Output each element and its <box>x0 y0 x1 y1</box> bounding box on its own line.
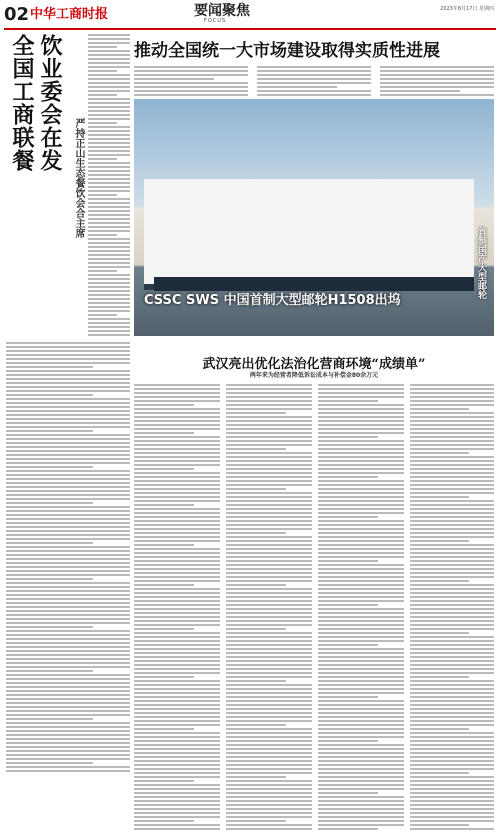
ship-hull <box>144 179 474 290</box>
newspaper-name: 中华工商时报 <box>30 7 109 22</box>
section-name: 要闻聚焦 <box>194 3 250 19</box>
cruise-ship-photo <box>134 99 494 336</box>
left-article-body-lower <box>6 342 130 774</box>
main-article-body-col1 <box>134 66 248 98</box>
main-article-body-col3 <box>380 66 494 98</box>
vertical-headline <box>6 34 62 339</box>
second-headline: 武汉亮出优化法治化营商环境“成绩单” <box>202 357 426 372</box>
date-line: 2023年8月17日 星期四 <box>440 6 494 12</box>
second-subheadline: 两年来为经营者降低诉讼成本与补偿金80余万元 <box>249 372 379 379</box>
vertical-subtitle: 严持正山生态餐饮会合主席 <box>73 118 84 238</box>
photo-caption: CSSC SWS 中国首制大型邮轮H1508出坞 <box>144 293 401 308</box>
masthead <box>4 4 496 26</box>
vertical-headline-col1: 全国工商联餐 <box>9 34 35 172</box>
main-article-body-col2 <box>257 66 371 98</box>
left-article-body-column <box>88 34 130 338</box>
second-article-body-col1 <box>134 384 220 832</box>
photo-side-caption: 首制国产大型邮轮 <box>476 227 486 299</box>
section-subtitle: FOCUS <box>204 18 227 24</box>
second-article-body-col3 <box>318 384 404 832</box>
second-article-body-col2 <box>226 384 312 832</box>
masthead-rule <box>4 28 496 30</box>
vertical-headline-col2: 饮业委会在发 <box>37 34 63 172</box>
main-headline: 推动全国统一大市场建设取得实质性进展 <box>134 41 440 61</box>
page-number: 02 <box>4 4 30 25</box>
second-article-body-col4 <box>410 384 494 832</box>
